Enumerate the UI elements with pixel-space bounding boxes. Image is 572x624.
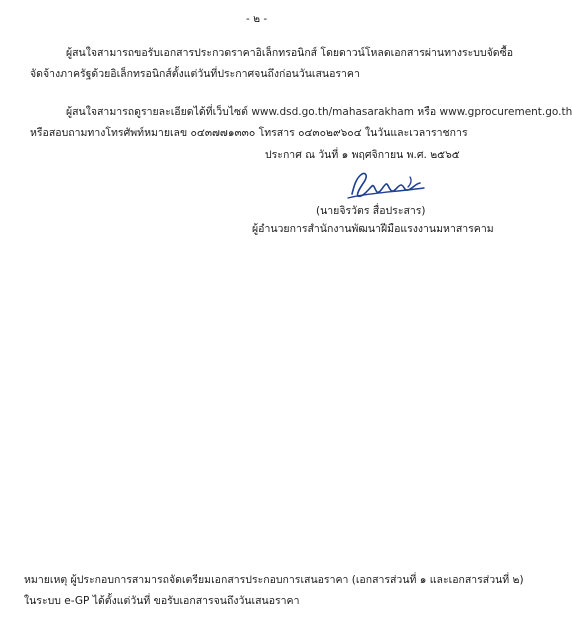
page-number: - ๒ - <box>246 13 268 25</box>
note-line-2: ในระบบ e-GP ได้ตั้งแต่วันที่ ขอรับเอกสารจนถึงวันเสนอราคา <box>24 595 300 607</box>
signature-image <box>342 168 426 202</box>
signer-name: (นายจิรวัตร สื่อประสาร) <box>316 205 426 217</box>
website-prefix: ผู้สนใจสามารถดูรายละเอียดได้ที่เว็บไซต์ <box>66 106 252 118</box>
paragraph-1-line-1: ผู้สนใจสามารถขอรับเอกสารประกวดราคาอิเล็กทรอนิกส์ โดยดาวน์โหลดเอกสารผ่านทางระบบจัดซื้อ <box>66 47 514 59</box>
paragraph-2-line-1 <box>66 105 572 119</box>
announcement-date: ประกาศ ณ วันที่ ๑ พฤศจิกายน พ.ศ. ๒๕๖๕ <box>265 149 460 161</box>
signer-position: ผู้อำนวยการสำนักงานพัฒนาฝีมือแรงงานมหาสารคาม <box>252 223 494 235</box>
dsd-website-link[interactable]: www.dsd.go.th/mahasarakham <box>251 106 414 118</box>
gprocurement-website-link[interactable]: www.gprocurement.go.th <box>439 106 572 118</box>
url-connector: หรือ <box>413 106 440 118</box>
paragraph-2-line-2: หรือสอบถามทางโทรศัพท์หมายเลข ๐๔๓๗๗๑๓๓๐ โทรสาร ๐๔๓๐๒๙๖๐๔ ในวันและเวลาราชการ <box>30 127 468 139</box>
note-line-1: หมายเหตุ ผู้ประกอบการสามารถจัดเตรียมเอกสารประกอบการเสนอราคา (เอกสารส่วนที่ ๑ และเอกสารส่วนที่ ๒) <box>24 574 524 586</box>
paragraph-1-line-2: จัดจ้างภาครัฐด้วยอิเล็กทรอนิกส์ตั้งแต่วันที่ประกาศจนถึงก่อนวันเสนอราคา <box>30 68 360 80</box>
